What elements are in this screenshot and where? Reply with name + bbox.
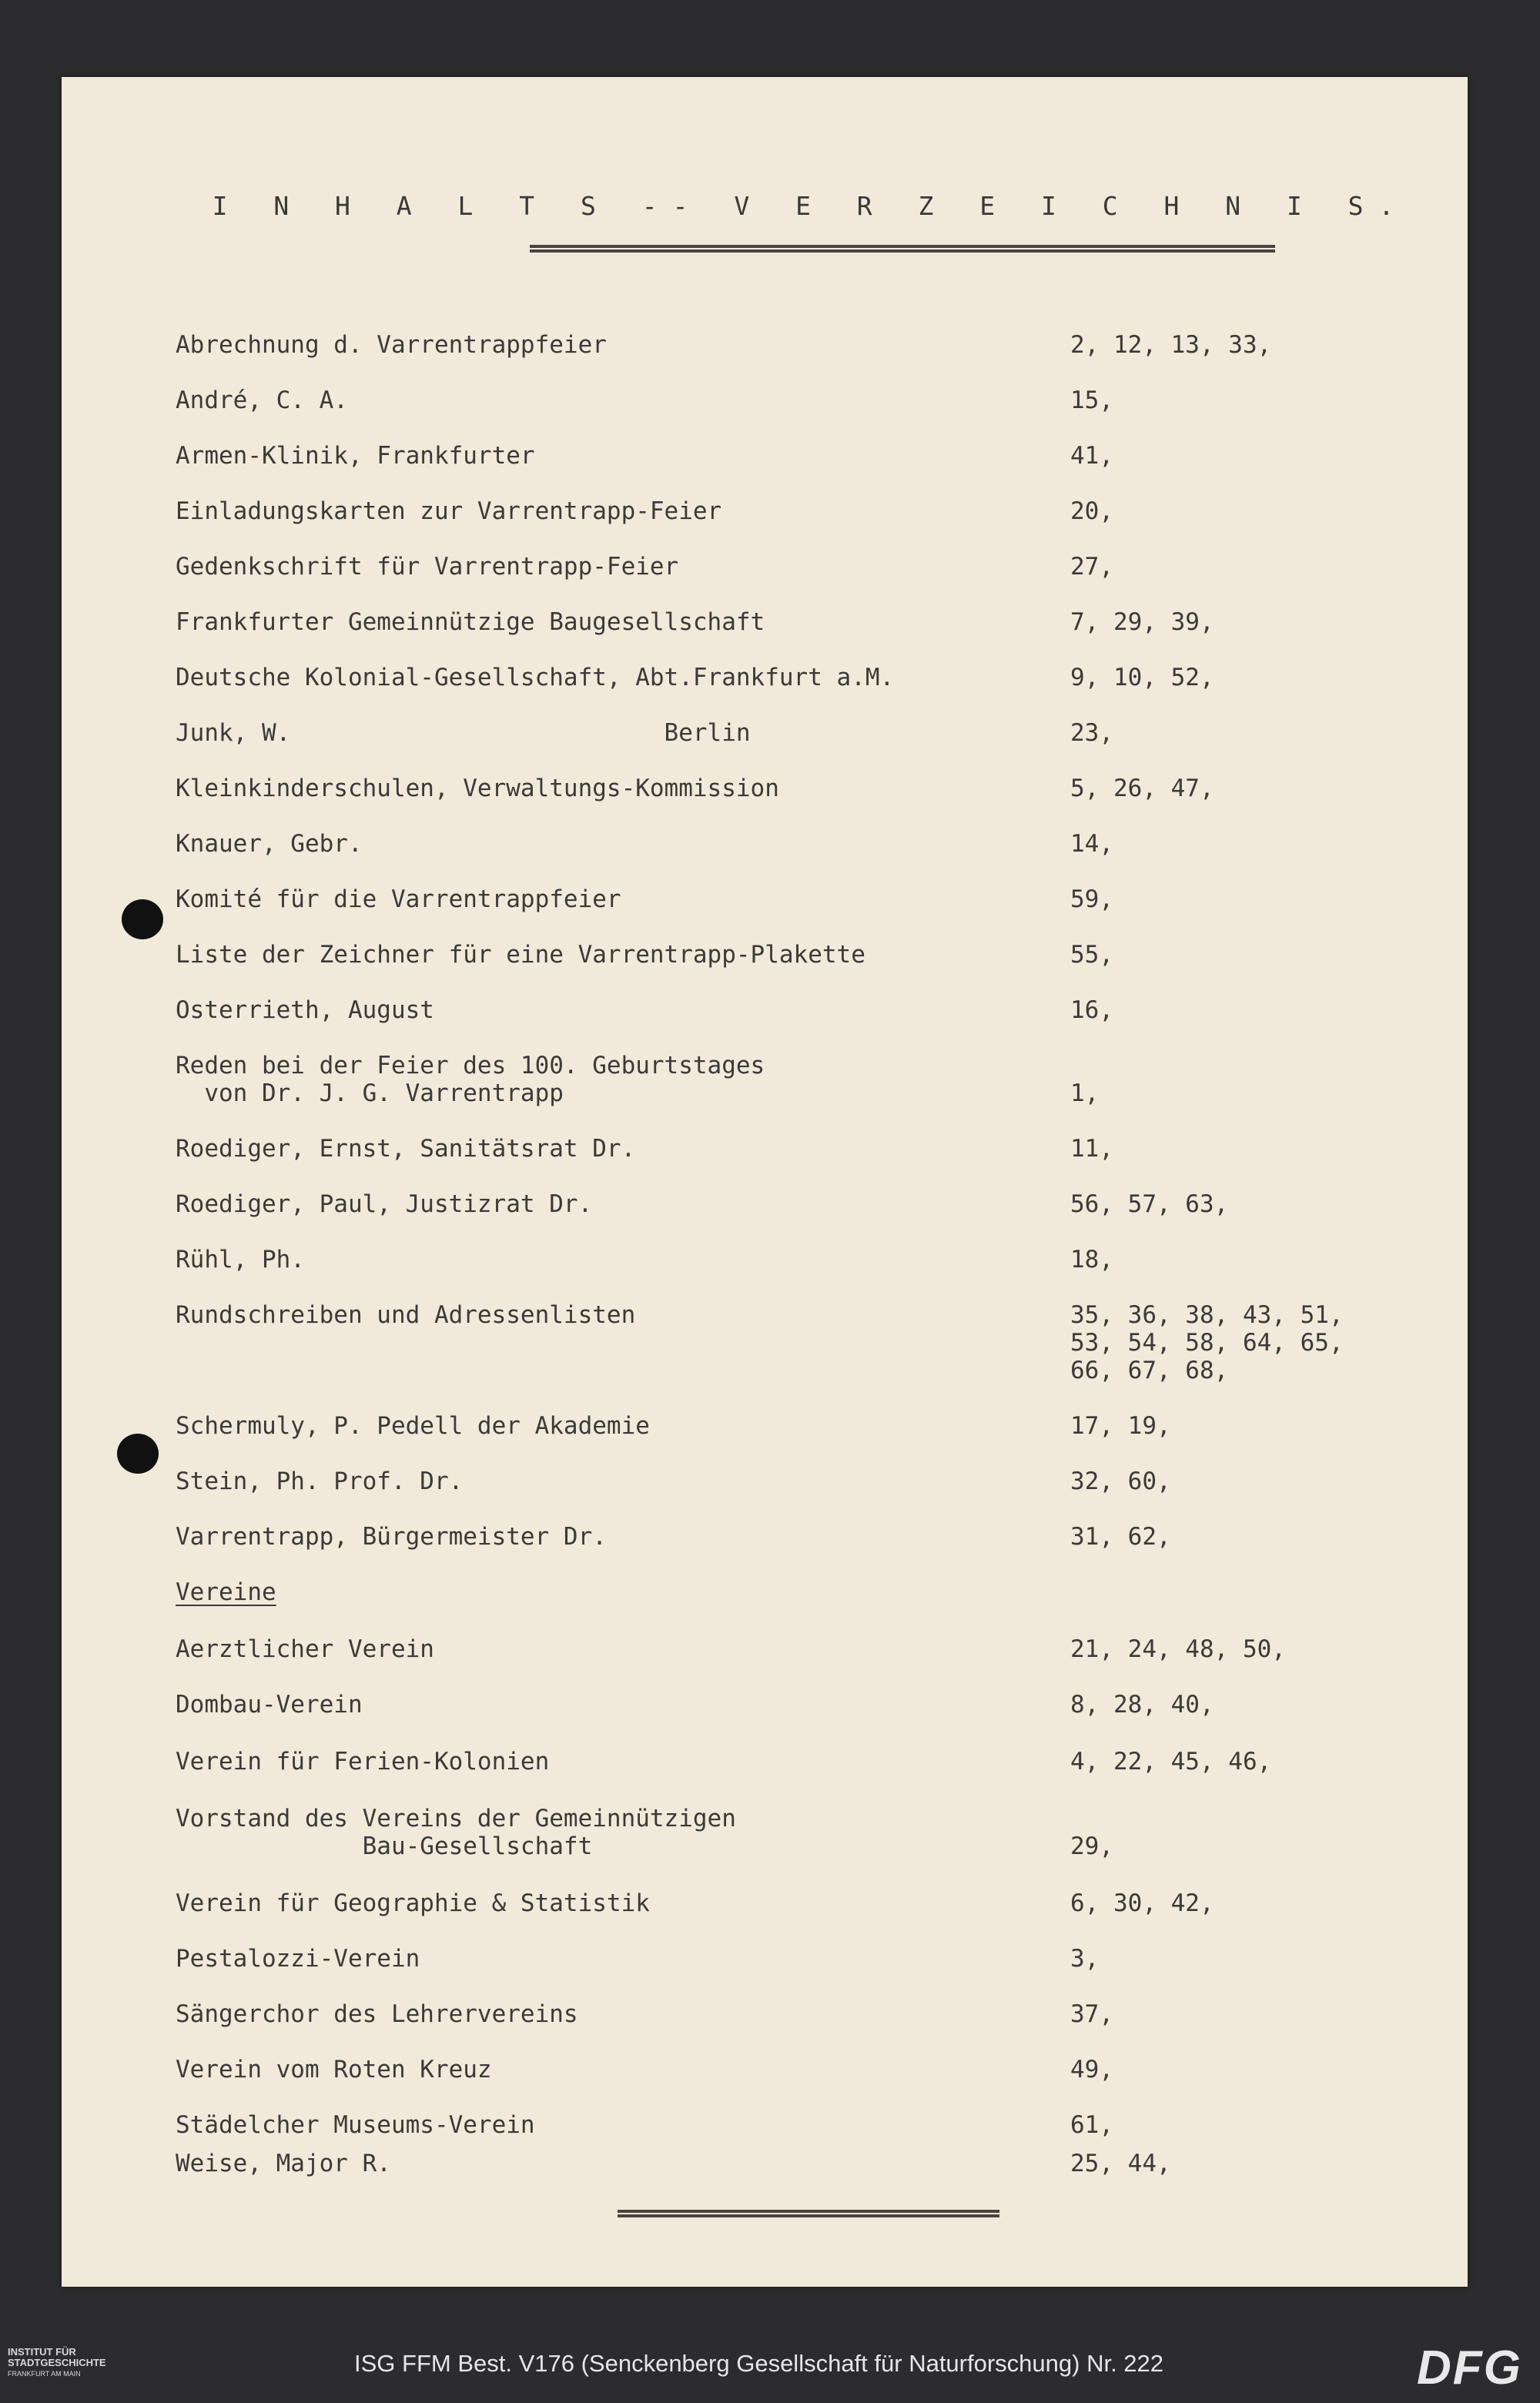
entry-name: Reden bei der Feier des 100. Geburtstages von Dr. J. G. Varrentrapp (176, 1052, 765, 1107)
entry-name: Aerztlicher Verein (176, 1635, 434, 1663)
entry-pages: 2, 12, 13, 33, (1070, 331, 1272, 359)
entry-pages: 15, (1070, 387, 1113, 414)
entry-pages: 9, 10, 52, (1070, 664, 1214, 691)
entry-pages: 56, 57, 63, (1070, 1190, 1229, 1218)
entry-pages: 29, (1070, 1832, 1113, 1860)
entry-name: Osterrieth, August (176, 996, 434, 1024)
document-page (62, 77, 1468, 2287)
entry-pages: 61, (1070, 2111, 1113, 2139)
entry-name: Junk, W. Berlin (176, 719, 751, 747)
punch-hole (117, 1434, 159, 1474)
entry-name: Komité für die Varrentrappfeier (176, 885, 621, 913)
entry-pages: 7, 29, 39, (1070, 608, 1214, 636)
entry-pages: 31, 62, (1070, 1523, 1171, 1551)
institution-line: INSTITUT FÜR (8, 2346, 76, 2358)
entry-pages: 21, 24, 48, 50, (1070, 1635, 1286, 1663)
entry-pages: 4, 22, 45, 46, (1070, 1748, 1272, 1775)
entry-name: Verein vom Roten Kreuz (176, 2056, 492, 2083)
entry-name: Schermuly, P. Pedell der Akademie (176, 1412, 650, 1440)
entry-name: Knauer, Gebr. (176, 830, 363, 858)
entry-name: Liste der Zeichner für eine Varrentrapp-Plakette (176, 941, 865, 969)
entry-pages: 14, (1070, 830, 1113, 858)
entry-name: Roediger, Paul, Justizrat Dr. (176, 1190, 593, 1218)
entry-pages: 55, (1070, 941, 1113, 969)
entry-pages: 18, (1070, 1246, 1113, 1273)
entry-name: Sängerchor des Lehrervereins (176, 2000, 578, 2028)
entry-name: Abrechnung d. Varrentrappfeier (176, 331, 607, 359)
entry-pages: 35, 36, 38, 43, 51, 53, 54, 58, 64, 65, 66, 67, 68, (1070, 1301, 1344, 1384)
institution-line: FRANKFURT AM MAIN (8, 2370, 81, 2378)
entry-pages: 6, 30, 42, (1070, 1889, 1214, 1917)
institution-logo (8, 2347, 106, 2379)
entry-pages: 25, 44, (1070, 2150, 1171, 2177)
title-double-rule (530, 245, 1275, 253)
entry-name: Pestalozzi-Verein (176, 1945, 420, 1973)
entry-pages: 41, (1070, 442, 1113, 470)
entry-pages: 3, (1070, 1945, 1100, 1973)
entry-name: Verein für Ferien-Kolonien (176, 1748, 550, 1775)
entry-name: Rühl, Ph. (176, 1246, 305, 1273)
entry-pages: 1, (1070, 1079, 1100, 1107)
entry-name: Stein, Ph. Prof. Dr. (176, 1468, 464, 1495)
entry-pages: 49, (1070, 2056, 1113, 2083)
bottom-double-rule (618, 2210, 999, 2217)
entry-name: Weise, Major R. (176, 2150, 391, 2177)
archive-caption: ISG FFM Best. V176 (Senckenberg Gesellschaft für Naturforschung) Nr. 222 (354, 2350, 1164, 2377)
entry-pages: 11, (1070, 1135, 1113, 1163)
entry-name: André, C. A. (176, 387, 348, 414)
entry-name: Vorstand des Vereins der Gemeinnützigen Bau-Gesellschaft (176, 1805, 736, 1860)
entry-pages: 27, (1070, 553, 1113, 581)
punch-hole (122, 899, 163, 939)
entry-pages: 20, (1070, 497, 1113, 525)
entry-pages: 17, 19, (1070, 1412, 1171, 1440)
dfg-logo: DFG (1417, 2341, 1522, 2395)
entry-pages: 59, (1070, 885, 1113, 913)
entry-name: Dombau-Verein (176, 1691, 363, 1719)
entry-name: Kleinkinderschulen, Verwaltungs-Kommission (176, 775, 779, 802)
entry-name: Städelcher Museums-Verein (176, 2111, 535, 2139)
institution-line: STADTGESCHICHTE (8, 2357, 106, 2368)
entry-name: Verein für Geographie & Statistik (176, 1889, 650, 1917)
entry-name: Frankfurter Gemeinnützige Baugesellschaft (176, 608, 765, 636)
page-title: I N H A L T S -- V E R Z E I C H N I S. (212, 191, 1410, 221)
entry-name: Armen-Klinik, Frankfurter (176, 442, 535, 470)
entry-pages: 16, (1070, 996, 1113, 1024)
entry-pages: 5, 26, 47, (1070, 775, 1214, 802)
entry-name: Rundschreiben und Adressenlisten (176, 1301, 636, 1329)
entry-name: Gedenkschrift für Varrentrapp-Feier (176, 553, 679, 581)
entry-pages: 37, (1070, 2000, 1113, 2028)
section-heading-vereine: Vereine (176, 1578, 276, 1606)
entry-name: Varrentrapp, Bürgermeister Dr. (176, 1523, 607, 1551)
entry-name: Deutsche Kolonial-Gesellschaft, Abt.Frankfurt a.M. (176, 664, 895, 691)
entry-pages: 8, 28, 40, (1070, 1691, 1214, 1719)
entry-name: Roediger, Ernst, Sanitätsrat Dr. (176, 1135, 636, 1163)
entry-pages: 32, 60, (1070, 1468, 1171, 1495)
entry-name: Einladungskarten zur Varrentrapp-Feier (176, 497, 722, 525)
entry-pages: 23, (1070, 719, 1113, 747)
